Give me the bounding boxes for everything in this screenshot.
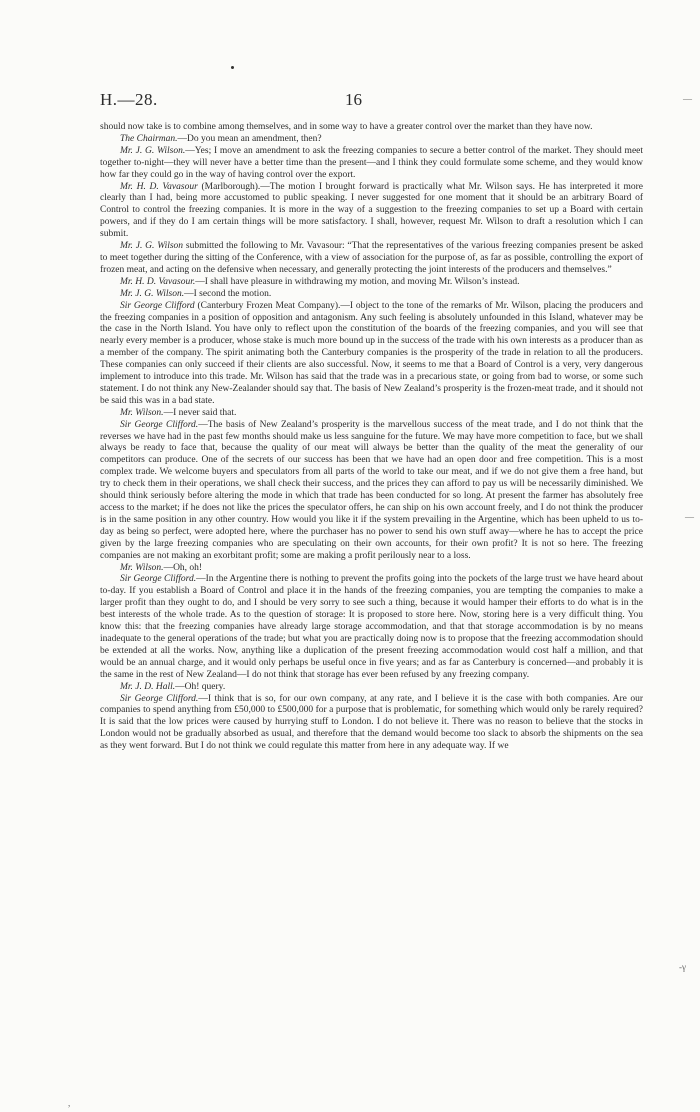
- margin-mark: —: [683, 94, 692, 104]
- speaker-name: Sir George Clifford: [120, 300, 195, 311]
- paragraph-text: —I never said that.: [163, 407, 237, 418]
- page-number: 16: [345, 90, 362, 109]
- paragraph: [100, 301, 643, 408]
- paragraph-text: —Oh! query.: [175, 681, 226, 692]
- page-header: [100, 90, 620, 114]
- paragraph: [100, 122, 643, 134]
- paragraph: [100, 182, 643, 242]
- paragraph: [100, 277, 643, 289]
- margin-mark: ,: [68, 1098, 71, 1108]
- paragraph-text: (Marlborough).—The motion I brought forward is practically what Mr. Wilson says. He has interpreted it more clearly than I had, being more accustomed to public speaking. I never suggested for one moment that it should be an arbitrary Board of Control to control the freezing companies. It is more in the way of a suggestion to the freezing companies to set up a Board with certain powers, and if they do I am certain things will be more satisfactory. I shall, however, request Mr. Wilson to draft a resolution which I can submit.: [100, 181, 643, 240]
- paragraph: [100, 420, 643, 563]
- margin-mark: —: [685, 512, 694, 522]
- speaker-name: Mr. H. D. Vavasour.: [120, 276, 196, 287]
- paragraph-text: —Oh, oh!: [163, 562, 203, 573]
- paragraph: [100, 134, 643, 146]
- paragraph: [100, 574, 643, 681]
- paragraph-text: —I think that is so, for our own company, at any rate, and I believe it is the case with both companies. Are our companies to spend anything from £50,000 to £500,000 for a purpose that is problematic, for something which would only be rarely required? It is said that the low prices were caused by hurrying stuff to London. I do not believe it. There was no reason to believe that the stocks in London would not be gradually absorbed as usual, and therefore that the demand would become too slack to absorb the shipments on the sea as they went forward. But I do not think we could regulate this matter from here in any adequate way. If we: [100, 693, 643, 752]
- paragraph: [100, 241, 643, 277]
- speaker-name: Sir George Clifford.: [120, 693, 199, 704]
- ink-dot: [231, 66, 234, 69]
- paragraph-text: should now take is to combine among themselves, and in some way to have a greater control over the market than they have now.: [100, 122, 593, 132]
- paragraph: [100, 408, 643, 420]
- speaker-name: Mr. J. G. Wilson.: [120, 145, 186, 156]
- paragraph-text: —I second the motion.: [184, 288, 272, 299]
- paragraph-text: —In the Argentine there is nothing to prevent the profits going into the pockets of the large trust we have heard about to-day. If you establish a Board of Control and place it in the hands of the freezing companies, you are tempting the companies to make a larger profit than they ought to do, and I should be very sorry to see such a thing, because it would hamper their efforts to do what is in the best interests of the whole trade. As to the question of storage: It is proposed to store here. Now, storing here is a very difficult thing. You know this: that the freezing companies have already large storage accommodation, and that that storage accommodation is by no means inadequate to the general operations of the trade; but what you are practically doing now is to propose that the freezing accommodation should be extended at all the works. Now, anything like a duplication of the present freezing accommodation would cost half a million, and that would be an annual charge, and it would only perhaps be useful once in five years; and as far as Canterbury is concerned—and probably it is the same in the rest of New Zealand—I do not think that storage has ever been refused by any freezing company.: [100, 574, 643, 680]
- speaker-name: Mr. J. D. Hall.: [120, 681, 176, 692]
- paragraph-text: —Do you mean an amendment, then?: [177, 133, 322, 144]
- paragraph: [100, 563, 643, 575]
- speaker-name: Sir George Clifford.: [120, 574, 197, 585]
- paragraph-text: submitted the following to Mr. Vavasour: “That the representatives of the various freezing companies present be asked to meet together during the sitting of the Conference, with a view of association for the purpose of, as far as possible, controlling the export of frozen meat, and acting on the defensive when necessary, and generally protecting the joint interests of the producers and themselves.”: [100, 241, 643, 275]
- paragraph-text: —The basis of New Zealand’s prosperity is the marvellous success of the meat trade, and I do not think that the reverses we have had in the past few months should make us less sanguine for the future. We may have more competition to face, but we shall always be ready to face that, because the quality of our meat will always be better than the quality of the meat the generality of our competitors can produce. One of the secrets of our success has been that we have had an open door and free competition. This is a most complex trade. We welcome buyers and speculators from all parts of the world to take our meat, and if we do not give them a free hand, but try to check them in their operations, we shall check their success, and the prices they can afford to pay us will be necessarily diminished. We should think seriously before altering the mode in which that trade has been conducted for so long. At present the farmer has absolutely free access to the market; if he does not like the prices the speculator offers, he can ship on his own account freely, and I do not think the producer is in the same position in any other country. How would you like it if the system prevailing in the Argentine, which has been upheld to us to-day as being so perfect, were adopted here, where the purchaser has no power to send his own stuff away—where he has to accept the price given by the large freezing companies who are speculating on their own accounts, for their own profit? It is not so here. The freezing companies are not making an exorbitant profit; some are making a profit perilously near to a loss.: [100, 419, 643, 561]
- speaker-name: Mr. J. G. Wilson.: [120, 288, 185, 299]
- body-text: [100, 122, 643, 753]
- paragraph: [100, 694, 643, 754]
- speaker-name: Sir George Clifford.: [120, 419, 199, 430]
- speaker-name: Mr. J. G. Wilson: [120, 241, 184, 252]
- paragraph: [100, 289, 643, 301]
- speaker-name: Mr. Wilson.: [120, 562, 164, 573]
- speaker-name: Mr. Wilson.: [120, 407, 164, 418]
- paragraph-text: (Canterbury Frozen Meat Company).—I object to the tone of the remarks of Mr. Wilson, placing the producers and the freezing companies in a position of opposition and antagonism. Any such feeling is absolutely unfounded in this Island, whatever may be the case in the North Island. You have only to reflect upon the constitution of the boards of the freezing companies, and you will see that nearly every member is a producer, whose stake is much more bound up in the success of the trade with his own interests as a producer than as a member of the company. The spirit animating both the Canterbury companies is the prosperity of the trade in relation to all the producers. These companies can only succeed if their clients are also successful. Now, it seems to me that a Board of Control is a very, very dangerous implement to introduce into this trade. Mr. Wilson has said that the trade was in a precarious state, or going from bad to worse, or some such statement. I do not think any New-Zealander should say that. The basis of New Zealand’s prosperity is the frozen-meat trade, and it should not be said this was in a bad state.: [100, 300, 643, 406]
- paragraph: [100, 146, 643, 182]
- margin-mark: -γ: [679, 962, 686, 972]
- document-reference: H.—28.: [100, 90, 158, 109]
- speaker-name: Mr. H. D. Vavasour: [120, 181, 198, 192]
- paragraph-text: —Yes; I move an amendment to ask the freezing companies to secure a better control of the market. They should meet together to-night—they will never have a better time than the present—and I think they could formulate some scheme, and they would know how far they could go in the way of having control over the export.: [100, 145, 644, 180]
- speaker-name: The Chairman.: [120, 133, 178, 144]
- paragraph: [100, 682, 643, 694]
- paragraph-text: —I shall have pleasure in withdrawing my motion, and moving Mr. Wilson’s instead.: [195, 276, 520, 287]
